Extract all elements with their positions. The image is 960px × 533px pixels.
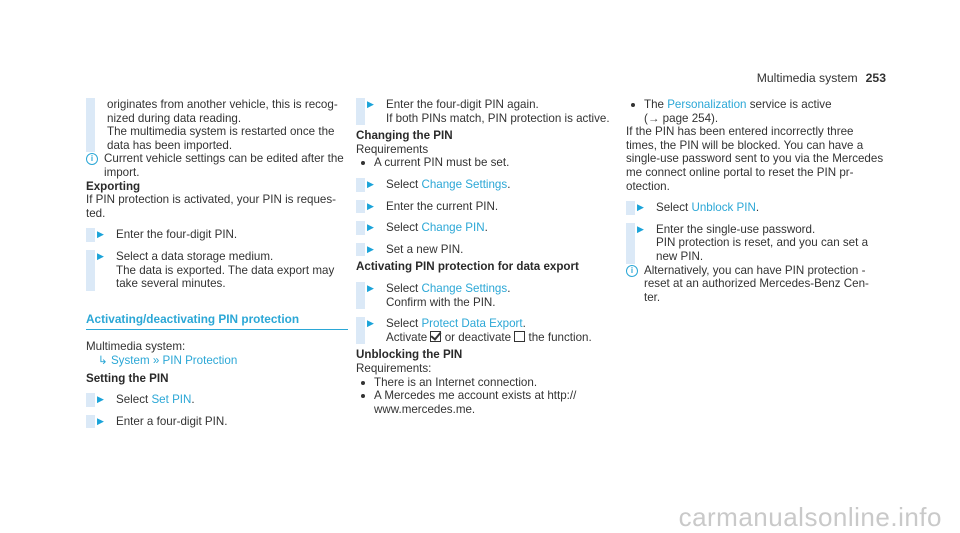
watermark: carmanualsonline.info xyxy=(678,502,942,533)
step xyxy=(86,415,348,429)
arrow-step-icon: ▶ xyxy=(367,99,374,109)
changing-heading: Changing the PIN xyxy=(356,129,453,143)
unblocking-heading: Unblocking the PIN xyxy=(356,348,463,362)
list-item-text: The xyxy=(644,98,668,111)
arrow-step-icon: ▶ xyxy=(97,229,104,240)
info-icon: i xyxy=(626,265,638,277)
exporting-heading: Exporting xyxy=(86,179,141,193)
menu-item-change-settings: Change Settings xyxy=(421,281,508,295)
step-text: Enter a four-digit PIN. xyxy=(116,414,228,428)
note xyxy=(626,264,886,305)
checkbox-empty-icon xyxy=(514,331,525,342)
step-text: Select xyxy=(386,317,422,331)
step-result: PIN protection is reset, and you can set a new PIN. xyxy=(656,236,869,263)
list-item xyxy=(626,98,886,125)
step-text: Select xyxy=(386,177,422,191)
step-text: . xyxy=(484,221,488,235)
step-result: If both PINs match, PIN protection is active. xyxy=(386,111,610,125)
step-text: Enter the current PIN. xyxy=(386,199,499,213)
step xyxy=(86,250,348,291)
step-text: Activate xyxy=(386,330,431,344)
continued-paragraph: originates from another vehicle, this is recog‑ nized during data reading. xyxy=(107,98,338,125)
step-result: The data is exported. The data export may take several minutes. xyxy=(116,263,335,291)
step-result: Confirm with the PIN. xyxy=(386,295,496,309)
service-personalization: Personalization xyxy=(667,98,747,111)
arrow-step-icon: ▶ xyxy=(97,415,104,426)
activating-heading: Activating PIN protection for data export xyxy=(356,260,579,274)
arrow-step-icon: ▶ xyxy=(367,178,374,189)
note xyxy=(86,152,348,179)
paragraph: If the PIN has been entered incorrectly three times, the PIN will be blocked. You can have a single-use password sent to you via the Mercedes me connect online portal to reset the PIN protection. xyxy=(626,125,884,193)
arrow-step-icon: ▶ xyxy=(97,394,104,405)
page-number: 253 xyxy=(865,71,886,85)
step xyxy=(356,282,610,309)
list-item xyxy=(356,376,610,390)
bullet-icon xyxy=(361,161,365,165)
page-reference: (→ page 254). xyxy=(644,111,719,125)
bullet-icon xyxy=(361,381,365,385)
step xyxy=(356,200,610,214)
exporting-text: If PIN protection is activated, your PIN is reques‑ ted. xyxy=(86,193,337,220)
list-item xyxy=(356,389,610,416)
step-text: or deactivate xyxy=(441,330,515,344)
step xyxy=(86,393,348,407)
list-item-text: A current PIN must be set. xyxy=(374,156,510,170)
section-name: Multimedia system xyxy=(756,71,858,85)
step-text: Select xyxy=(116,393,152,407)
list-item-text: A Mercedes me account exists at http:// www.mercedes.me. xyxy=(374,389,577,416)
step-text: Select xyxy=(386,221,422,235)
info-icon: i xyxy=(86,153,98,165)
section-heading: Activating/deactivating PIN protection xyxy=(86,313,348,331)
continued-paragraph: The multimedia system is restarted once the data has been imported. xyxy=(107,125,335,152)
path-pin-protection: PIN Protection xyxy=(162,353,238,367)
arrow-step-icon: ▶ xyxy=(367,200,374,211)
menu-item-protect-data-export: Protect Data Export xyxy=(421,317,523,331)
menu-path xyxy=(86,354,348,368)
column-2 xyxy=(356,98,610,416)
arrow-step-icon: ▶ xyxy=(367,282,374,293)
step-text: Set a new PIN. xyxy=(386,242,464,256)
step-text: . xyxy=(191,393,195,407)
page-header xyxy=(757,72,886,86)
column-1 xyxy=(86,98,348,428)
step-text: Select xyxy=(656,201,692,215)
step-text: Enter the four-digit PIN. xyxy=(116,228,238,242)
list-item-text: There is an Internet connection. xyxy=(374,375,538,389)
column-3 xyxy=(626,98,886,304)
bullet-icon xyxy=(631,103,635,107)
path-system: System xyxy=(110,353,150,367)
step xyxy=(356,243,610,257)
step-text: the function. xyxy=(525,330,592,344)
step xyxy=(356,178,610,192)
step xyxy=(356,317,610,344)
step-text: . xyxy=(507,177,511,191)
step-text: . xyxy=(522,317,526,331)
step xyxy=(626,223,886,264)
menu-item-change-pin: Change PIN xyxy=(421,221,485,235)
arrow-step-icon: ▶ xyxy=(367,243,374,254)
step-text: Select xyxy=(386,281,422,295)
requirements-label: Requirements: xyxy=(356,361,432,375)
note-text: Current vehicle settings can be edited after the import. xyxy=(104,152,344,179)
menu-item-unblock-pin: Unblock PIN xyxy=(691,201,756,215)
menu-path-label: Multimedia system: xyxy=(86,340,186,354)
list-item-text: service is active xyxy=(746,98,832,111)
step-text: . xyxy=(755,201,760,215)
step-text: . xyxy=(507,281,511,295)
step xyxy=(356,98,610,125)
bullet-icon xyxy=(361,394,365,398)
checkbox-checked-icon xyxy=(430,331,441,342)
arrow-step-icon: ▶ xyxy=(367,222,374,233)
menu-item-set-pin: Set PIN xyxy=(151,393,192,407)
arrow-step-icon: ▶ xyxy=(637,223,644,234)
step xyxy=(86,228,348,242)
menu-item-change-settings: Change Settings xyxy=(421,177,508,191)
note-text: Alternatively, you can have PIN protection reset at an authorized Mercedes-Benz Cen‑ ter. xyxy=(644,263,869,304)
continued-block xyxy=(86,98,348,152)
step-text: Select a data storage medium. xyxy=(116,249,274,263)
step-text: Enter the single-use password. xyxy=(656,222,816,236)
setting-heading: Setting the PIN xyxy=(86,371,169,385)
arrow-step-icon: ▶ xyxy=(97,250,104,261)
step xyxy=(626,201,886,215)
double-chevron-icon: » xyxy=(152,353,163,367)
step xyxy=(356,221,610,235)
requirements-label: Requirements xyxy=(356,142,429,156)
hook-arrow-icon: ↳ xyxy=(98,353,108,367)
arrow-step-icon: ▶ xyxy=(367,318,374,329)
arrow-step-icon: ▶ xyxy=(637,202,644,213)
list-item xyxy=(356,156,610,170)
step-text: Enter the four-digit PIN again. xyxy=(386,98,539,111)
